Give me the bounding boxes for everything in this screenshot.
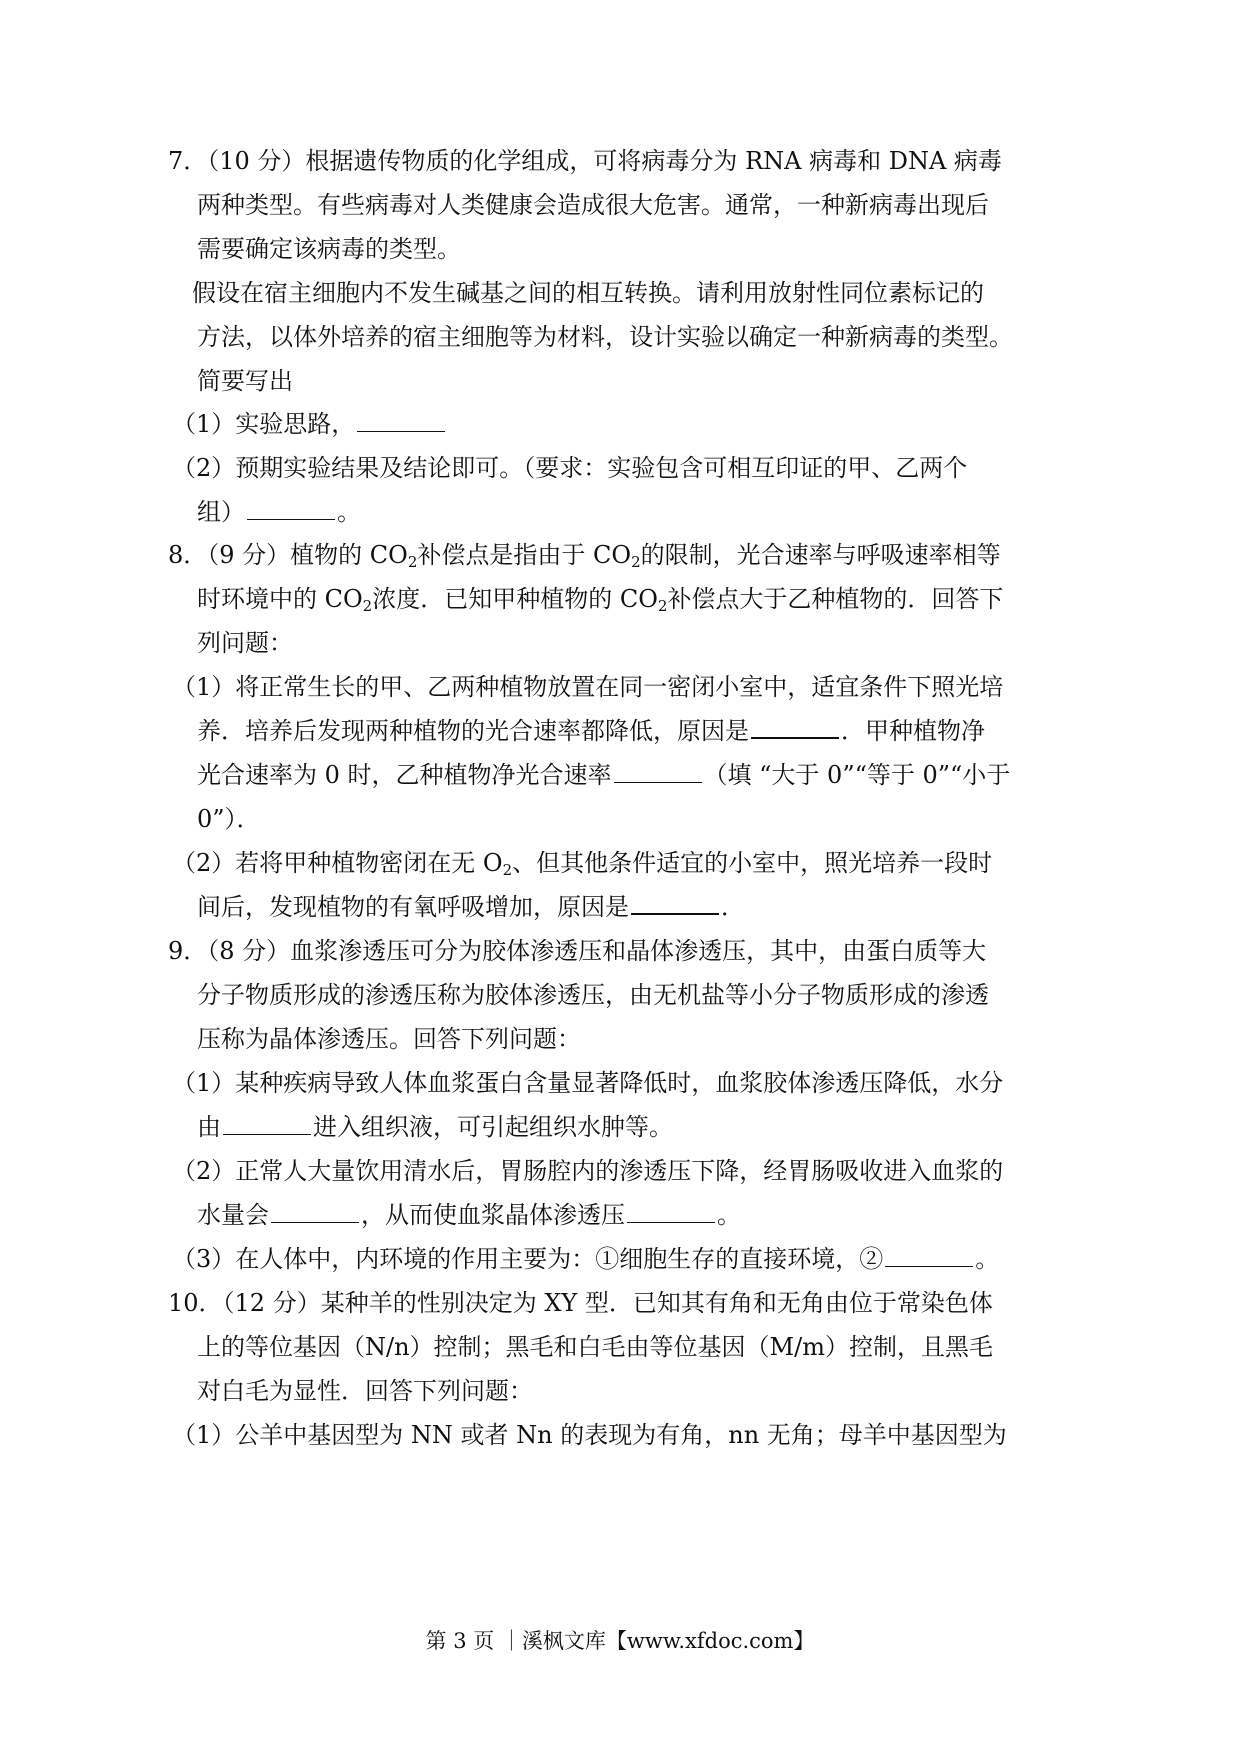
q7-line-6: 简要写出 — [197, 367, 293, 395]
q8-part-1-text: 养．培养后发现两种植物的光合速率都降低，原因是 — [197, 717, 749, 745]
q9-part-1-text: 由 — [197, 1113, 221, 1141]
q10-line-2: 上的等位基因（N/n）控制；黑毛和白毛由等位基因（M/m）控制，且黑毛 — [197, 1333, 993, 1361]
answer-blank — [614, 760, 702, 783]
q8-line-2-a: 时环境中的 CO — [197, 585, 363, 613]
q8-line-2-c: 补偿点大于乙种植物的．回答下 — [667, 585, 1004, 613]
q9-line-1: 9．（8 分）血浆渗透压可分为胶体渗透压和晶体渗透压，其中，由蛋白质等大 — [168, 937, 987, 965]
q7-line-1: 7．（10 分）根据遗传物质的化学组成，可将病毒分为 RNA 病毒和 DNA 病毒 — [168, 147, 1002, 175]
q8-line-1-b: 补偿点是指由于 CO — [417, 541, 632, 569]
q7-part-2-text: 组） — [197, 498, 245, 526]
q8-part-2-text-b: 、但其他条件适宜的小室中，照光培养一段时 — [512, 849, 993, 877]
q7-line-5: 方法，以体外培养的宿主细胞等为材料，设计实验以确定一种新病毒的类型。 — [197, 323, 1013, 351]
answer-blank — [357, 409, 445, 432]
subscript: 2 — [657, 597, 668, 615]
q8-line-1 — [168, 538, 1001, 572]
q9-part-2-line-2 — [197, 1198, 741, 1232]
q7-part-1-text: （1）实验思路， — [172, 410, 356, 438]
answer-blank — [631, 891, 719, 915]
q8-part-1-text-c: 光合速率为 0 时，乙种植物净光合速率 — [197, 761, 612, 789]
q8-line-1-c: 的限制，光合速率与呼吸速率相等 — [640, 541, 1001, 569]
q7-line-4: 假设在宿主细胞内不发生碱基之间的相互转换。请利用放射性同位素标记的 — [192, 279, 984, 307]
answer-blank — [751, 715, 839, 739]
q8-part-2-text-c: 间后，发现植物的有氧呼吸增加，原因是 — [197, 893, 629, 921]
q7-part-2-line-2 — [197, 495, 361, 529]
q9-part-2-text-b: ，从而使血浆晶体渗透压 — [361, 1201, 625, 1229]
q8-part-1-line-3 — [197, 758, 1010, 792]
subscript: 2 — [502, 861, 513, 879]
q8-part-1-line-4: 0”）． — [197, 805, 261, 833]
subscript: 2 — [362, 597, 373, 615]
q10-line-1: 10．（12 分）某种羊的性别决定为 XY 型．已知其有角和无角由位于常染色体 — [168, 1289, 993, 1317]
q8-part-2-end: ． — [721, 893, 745, 921]
page-footer: 第 3 页 ｜溪枫文库【www.xfdoc.com】 — [425, 1629, 815, 1653]
q9-part-3-text: （3）在人体中，内环境的作用主要为：①细胞生存的直接环境，② — [172, 1245, 884, 1273]
q8-part-1-text-d: （填 “大于 0”“等于 0”“小于 — [703, 761, 1011, 789]
subscript: 2 — [631, 553, 641, 571]
q7-part-1 — [172, 407, 447, 441]
q8-line-2 — [197, 582, 1003, 616]
q9-part-3-end: 。 — [975, 1245, 1000, 1273]
answer-blank — [885, 1244, 973, 1267]
q9-part-3 — [172, 1242, 999, 1276]
q9-part-2-line-1: （2）正常人大量饮用清水后，胃肠腔内的渗透压下降，经胃肠吸收进入血浆的 — [172, 1157, 1004, 1185]
q8-part-1-line-1: （1）将正常生长的甲、乙两种植物放置在同一密闭小室中，适宜条件下照光培 — [172, 673, 1004, 701]
q7-line-2: 两种类型。有些病毒对人类健康会造成很大危害。通常，一种新病毒出现后 — [197, 191, 989, 219]
q9-line-3: 压称为晶体渗透压。回答下列问题： — [197, 1025, 581, 1053]
q10-line-3: 对白毛为显性．回答下列问题： — [197, 1377, 533, 1405]
subscript: 2 — [407, 553, 418, 571]
q9-part-1-line-2 — [197, 1110, 673, 1144]
q8-part-2-text: （2）若将甲种植物密闭在无 O — [172, 849, 503, 877]
q8-part-2-line-1 — [172, 846, 992, 880]
answer-blank — [627, 1200, 715, 1223]
q9-part-2-end: 。 — [717, 1201, 741, 1229]
q9-line-2: 分子物质形成的渗透压称为胶体渗透压，由无机盐等小分子物质形成的渗透 — [197, 981, 989, 1009]
answer-blank — [271, 1200, 359, 1223]
q8-part-1-line-2 — [197, 714, 985, 748]
q9-part-2-text: 水量会 — [197, 1201, 269, 1229]
q8-line-2-b: 浓度．已知甲种植物的 CO — [372, 585, 658, 613]
q8-part-2-line-2 — [197, 890, 745, 924]
q8-line-3: 列问题： — [197, 629, 293, 657]
answer-blank — [247, 497, 335, 520]
q8-line-1-a: 8．（9 分）植物的 CO — [168, 541, 408, 569]
q7-line-3: 需要确定该病毒的类型。 — [197, 235, 461, 263]
q9-part-1-line-1: （1）某种疾病导致人体血浆蛋白含量显著降低时，血浆胶体渗透压降低，水分 — [172, 1069, 1004, 1097]
q7-part-2-end: 。 — [337, 498, 361, 526]
q9-part-1-text-b: 进入组织液，可引起组织水肿等。 — [313, 1113, 673, 1141]
q10-part-1: （1）公羊中基因型为 NN 或者 Nn 的表现为有角，nn 无角；母羊中基因型为 — [172, 1421, 1007, 1449]
q7-part-2-line-1: （2）预期实验结果及结论即可。（要求：实验包含可相互印证的甲、乙两个 — [172, 454, 968, 482]
answer-blank — [223, 1112, 311, 1135]
q8-part-1-text-b: ．甲种植物净 — [841, 717, 985, 745]
